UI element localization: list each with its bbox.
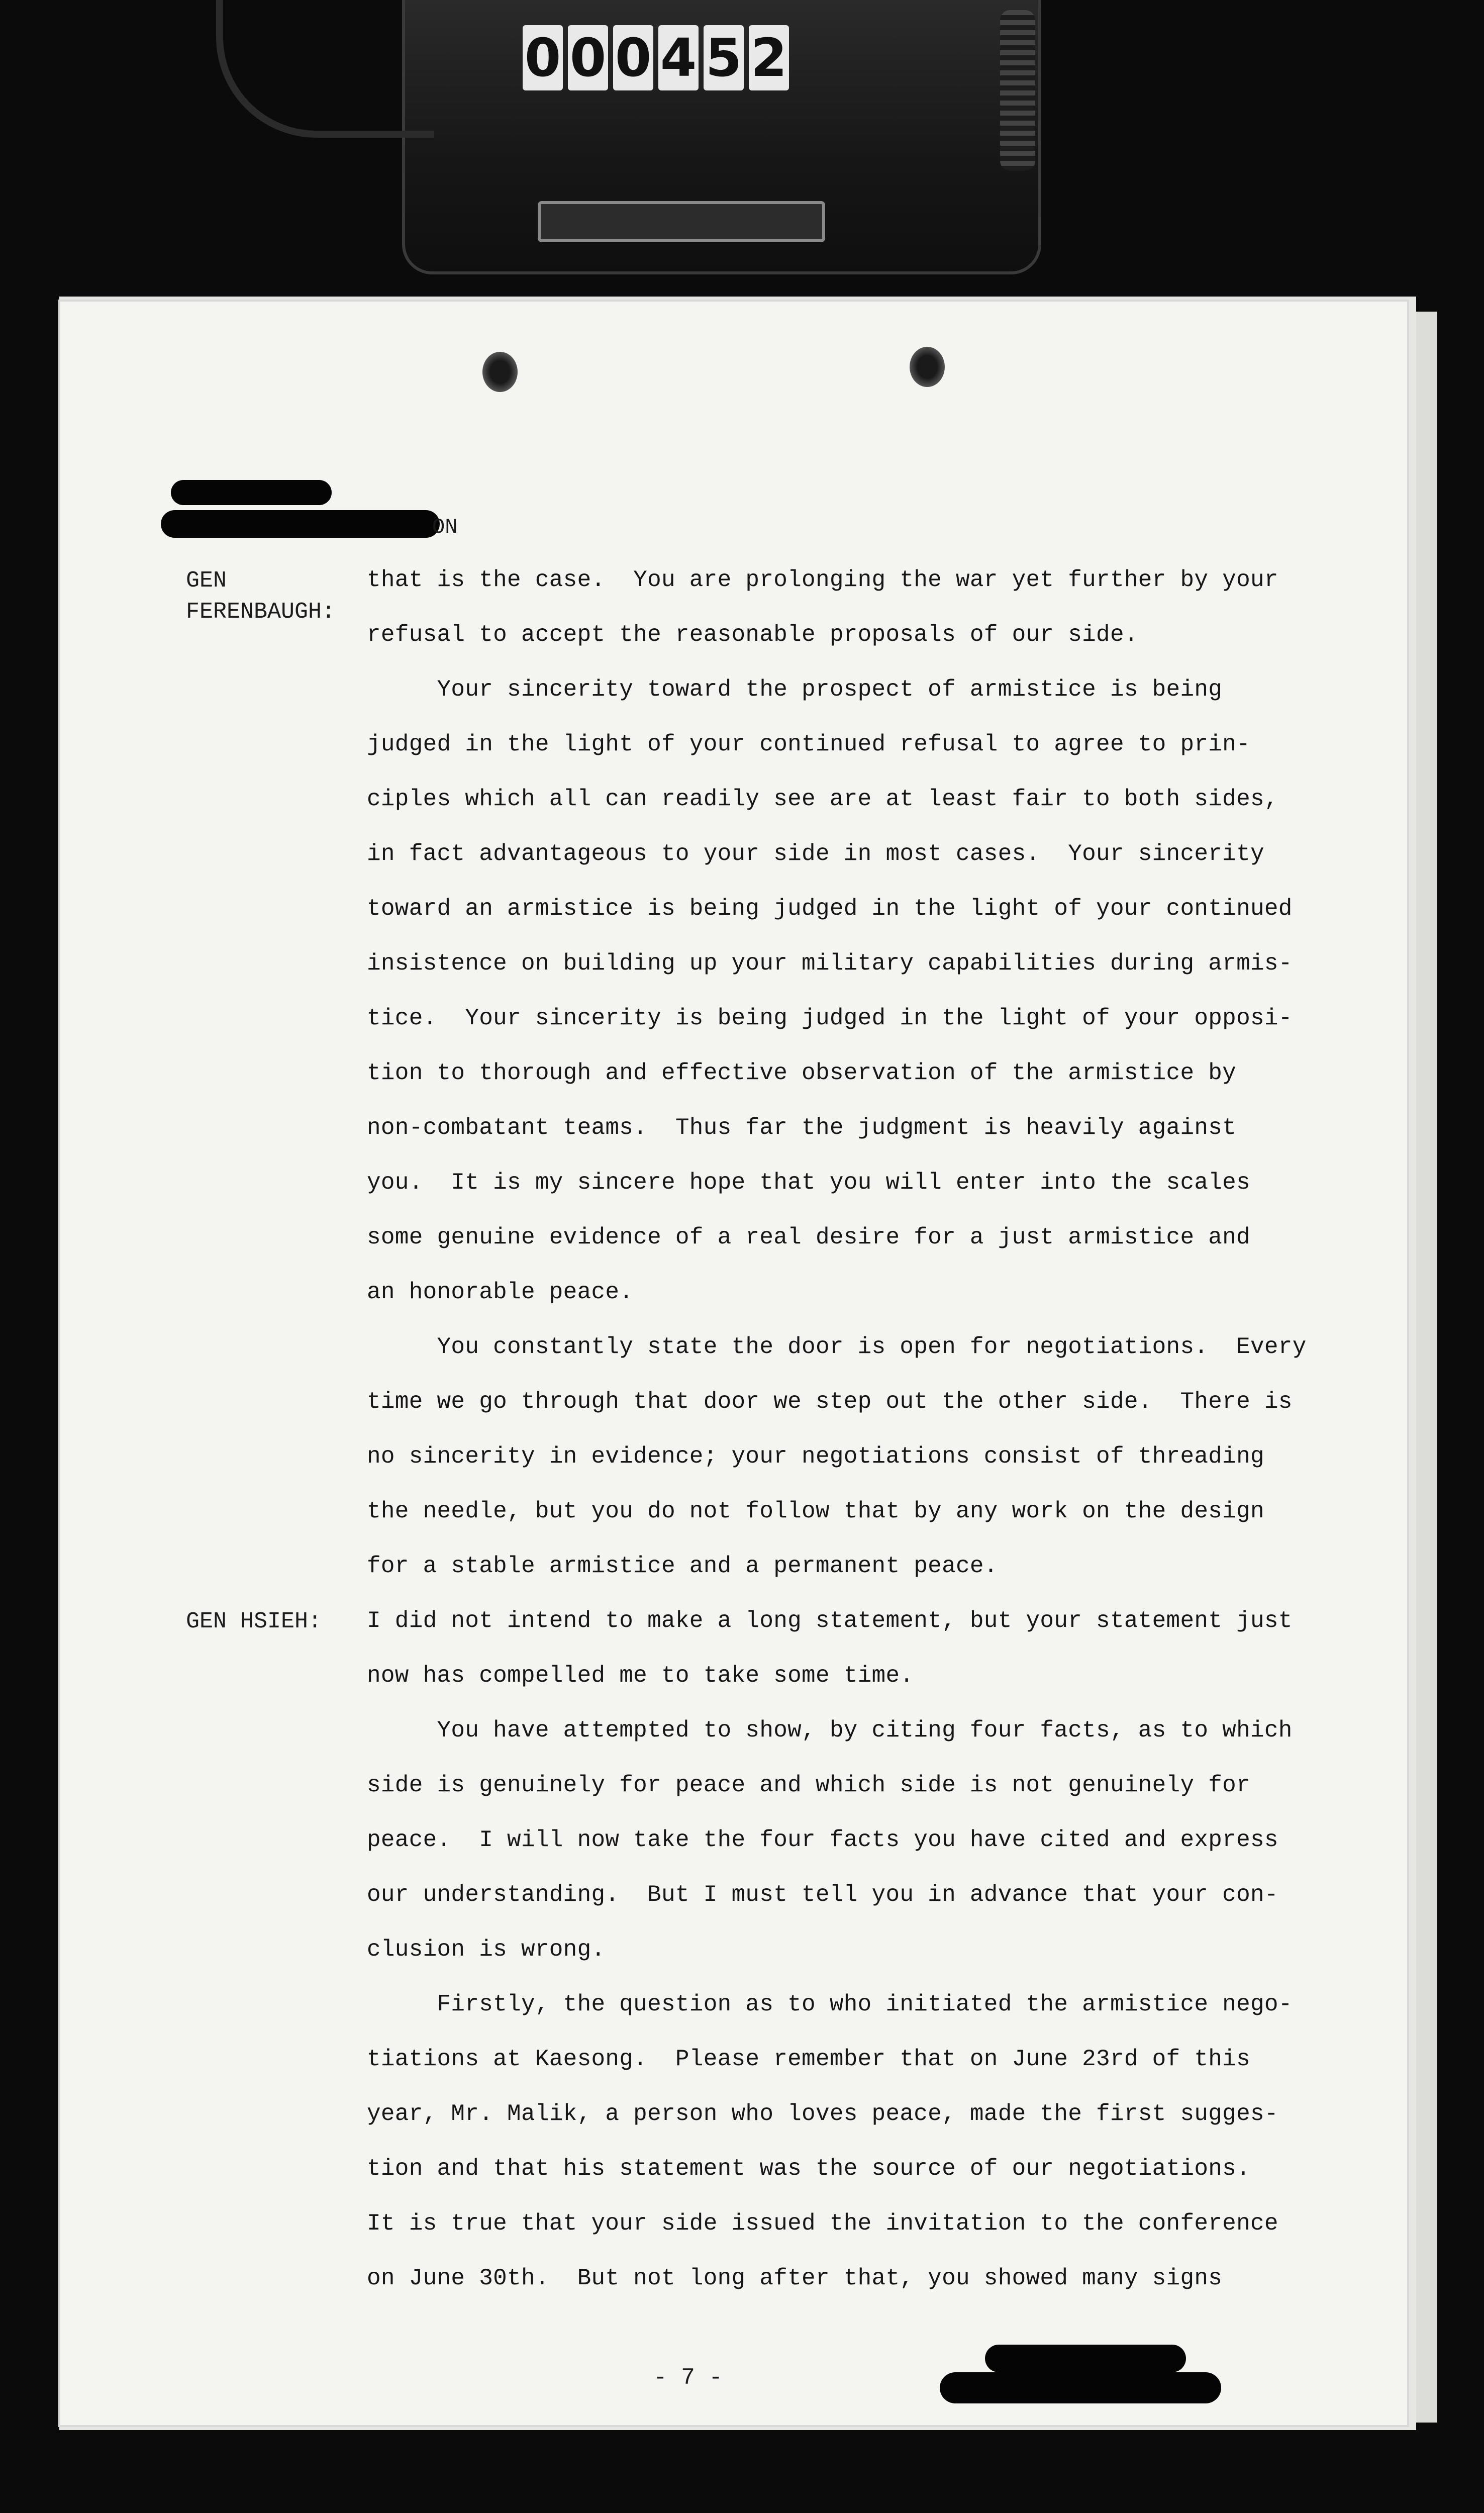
- frame-number: [523, 25, 789, 90]
- frame-digit: 0: [568, 25, 608, 90]
- paragraph: [367, 553, 1307, 2306]
- speaker-label: GEN FERENBAUGH:: [186, 568, 336, 625]
- page-stack-edge: [1407, 312, 1437, 2423]
- page-number: - 7 -: [653, 2365, 723, 2391]
- text-line: It is true that your side issued the invitation to the conference: [367, 2210, 1278, 2237]
- text-line: on June 30th. But not long after that, you showed many signs: [367, 2265, 1223, 2291]
- text-line: an honorable peace.: [367, 1279, 634, 1305]
- text-line: some genuine evidence of a real desire for a just armistice and: [367, 1224, 1250, 1250]
- frame-digit: 0: [523, 25, 563, 90]
- text-line: peace. I will now take the four facts you have cited and express: [367, 1827, 1278, 1853]
- text-line: for a stable armistice and a permanent peace.: [367, 1553, 998, 1579]
- frame-digit: 4: [658, 25, 699, 90]
- frame-digit: 5: [704, 25, 744, 90]
- punch-hole-right: [910, 347, 945, 387]
- counter-knob: [1000, 10, 1035, 171]
- text-line: side is genuinely for peace and which side is not genuinely for: [367, 1772, 1250, 1798]
- text-line: ciples which all can readily see are at least fair to both sides,: [367, 786, 1278, 812]
- classification-header-suffix: ON: [432, 515, 458, 539]
- counter-cable: [216, 0, 434, 138]
- text-line: the needle, but you do not follow that by any work on the design: [367, 1498, 1264, 1524]
- text-line: time we go through that door we step out the other side. There is: [367, 1389, 1293, 1415]
- text-line: our understanding. But I must tell you in advance that your con-: [367, 1882, 1278, 1908]
- text-line: Your sincerity toward the prospect of armistice is being: [367, 676, 1223, 703]
- redaction-mark: [940, 2372, 1221, 2403]
- redaction-mark: [171, 480, 332, 505]
- text-line: you. It is my sincere hope that you will enter into the scales: [367, 1170, 1250, 1196]
- text-line: that is the case. You are prolonging the war yet further by your: [367, 567, 1278, 593]
- punch-hole-left: [482, 352, 518, 392]
- frame-digit: 2: [749, 25, 789, 90]
- text-line: non-combatant teams. Thus far the judgment is heavily against: [367, 1115, 1237, 1141]
- text-line: You have attempted to show, by citing four facts, as to which: [367, 1717, 1293, 1744]
- text-line: tion to thorough and effective observation of the armistice by: [367, 1060, 1237, 1086]
- text-line: refusal to accept the reasonable proposals of our side.: [367, 622, 1138, 648]
- redaction-mark: [985, 2345, 1186, 2372]
- redaction-mark: [161, 510, 440, 538]
- text-line: You constantly state the door is open for negotiations. Every: [367, 1334, 1307, 1360]
- speaker-label: GEN HSIEH:: [186, 1609, 322, 1634]
- text-line: no sincerity in evidence; your negotiations consist of threading: [367, 1443, 1264, 1470]
- text-line: toward an armistice is being judged in the light of your continued: [367, 896, 1293, 922]
- text-line: tiations at Kaesong. Please remember that on June 23rd of this: [367, 2046, 1250, 2072]
- text-line: now has compelled me to take some time.: [367, 1663, 914, 1689]
- text-line: clusion is wrong.: [367, 1937, 606, 1963]
- text-line: I did not intend to make a long statement, but your statement just: [367, 1608, 1293, 1634]
- text-line: tice. Your sincerity is being judged in the light of your opposi-: [367, 1005, 1293, 1031]
- counter-plate: [538, 201, 825, 242]
- text-line: insistence on building up your military capabilities during armis-: [367, 950, 1293, 977]
- text-line: year, Mr. Malik, a person who loves peace, made the first sugges-: [367, 2101, 1278, 2127]
- text-line: judged in the light of your continued refusal to agree to prin-: [367, 731, 1250, 757]
- frame-digit: 0: [613, 25, 653, 90]
- text-line: in fact advantageous to your side in most cases. Your sincerity: [367, 841, 1264, 867]
- text-line: Firstly, the question as to who initiated the armistice nego-: [367, 1991, 1293, 2017]
- text-line: tion and that his statement was the source of our negotiations.: [367, 2156, 1250, 2182]
